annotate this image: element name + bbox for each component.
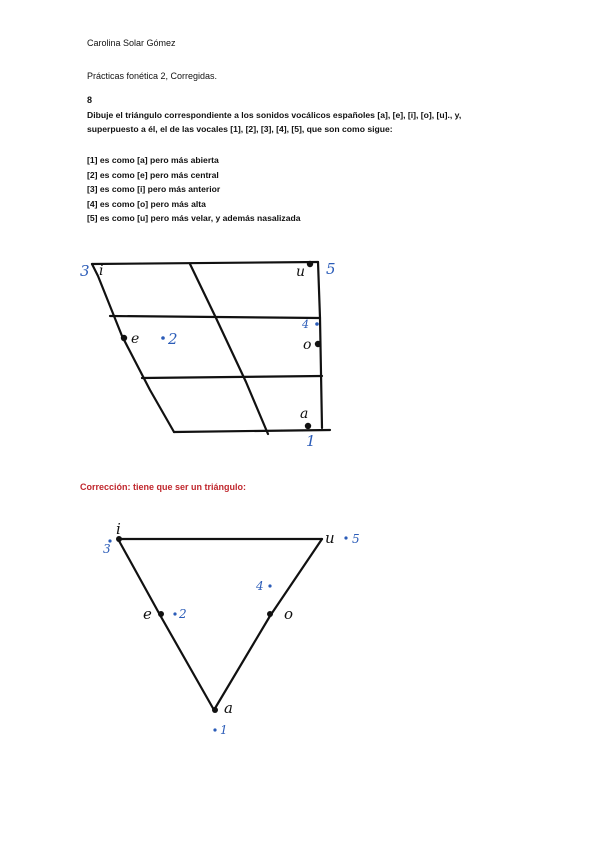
dot-5 — [344, 536, 347, 539]
label-a: a — [300, 406, 309, 422]
document-subtitle: Prácticas fonética 2, Corregidas. — [87, 71, 218, 81]
number-3: 3 — [80, 262, 90, 280]
list-item: [1] es como [a] pero más abierta — [87, 155, 219, 165]
dot-2 — [173, 612, 176, 615]
dot-1 — [213, 728, 216, 731]
label-a: a — [224, 699, 233, 717]
number-2: 2 — [179, 607, 187, 621]
label-u: u — [296, 264, 306, 280]
number-1: 1 — [306, 432, 316, 450]
dot-a — [212, 707, 218, 713]
dot-e — [158, 611, 164, 617]
number-5: 5 — [326, 260, 336, 278]
list-item: [2] es como [e] pero más central — [87, 169, 219, 180]
label-o: o — [303, 337, 312, 353]
question-line-1: Dibuje el triángulo correspondiente a los sonidos vocálicos españoles [a], [e], [i], [o], [u]., y, — [87, 110, 462, 120]
number-4: 4 — [256, 579, 264, 593]
label-u: u — [325, 529, 335, 547]
label-e: e — [143, 605, 152, 623]
label-i: i — [99, 263, 104, 279]
label-e: e — [131, 331, 140, 347]
dot-o — [267, 611, 273, 617]
label-i: i — [116, 520, 121, 538]
question-number: 8 — [87, 95, 93, 105]
number-5: 5 — [352, 532, 360, 546]
question-line-2: superpuesto a él, el de las vocales [1], [2], [3], [4], [5], que son como sigue: — [87, 124, 393, 134]
author-name: Carolina Solar Gómez — [87, 38, 176, 48]
correction-note: Corrección: tiene que ser un triángulo: — [80, 482, 247, 492]
list-item: [3] es como [i] pero más anterior — [87, 184, 221, 194]
number-4: 4 — [302, 318, 309, 331]
number-1: 1 — [220, 723, 228, 737]
list-item: [5] es como [u] pero más velar, y además nasalizada — [87, 213, 301, 223]
label-o: o — [284, 605, 294, 623]
dot-4 — [268, 584, 271, 587]
triangle-left-edge — [118, 539, 214, 710]
number-3: 3 — [103, 542, 111, 556]
triangle-right-edge — [214, 539, 322, 710]
number-2: 2 — [168, 330, 178, 348]
list-item: [4] es como [o] pero más alta — [87, 198, 206, 209]
